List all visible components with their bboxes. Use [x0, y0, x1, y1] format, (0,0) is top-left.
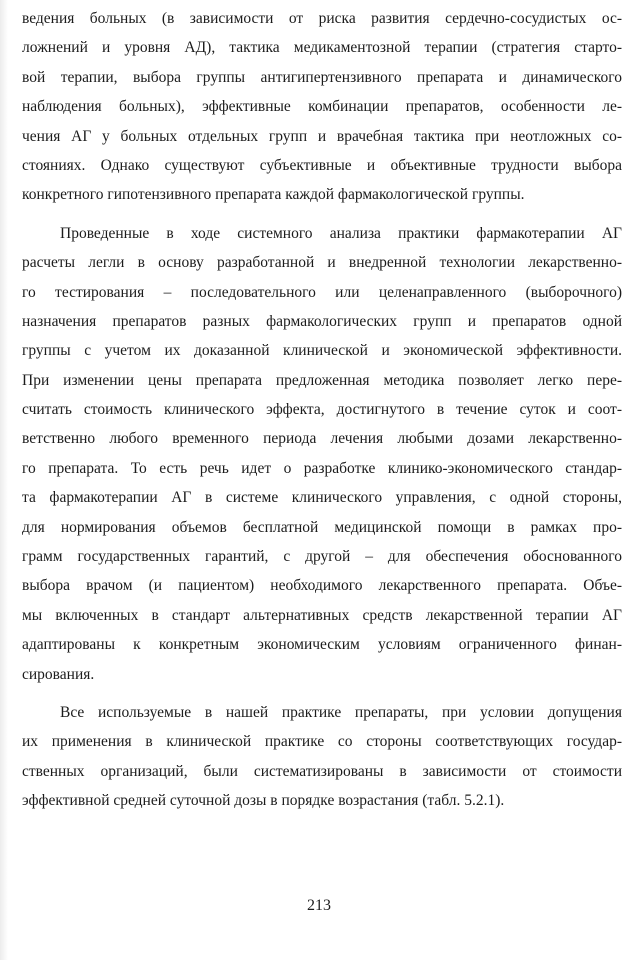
paragraph-1 [22, 4, 622, 210]
text-line: вой терапии, выбора группы антигипертензивного препарата и динамического [22, 68, 622, 86]
text-line: чения АГ у больных отдельных групп и врачебная тактика при неотложных со- [22, 127, 622, 145]
text-line: Проведенные в ходе системного анализа практики фармакотерапии АГ [60, 224, 622, 242]
text-line: го препарата. То есть речь идет о разработке клинико-экономического стандар- [22, 459, 622, 477]
paragraph-3 [22, 698, 622, 816]
text-line: назначения препаратов разных фармакологических групп и препаратов одной [22, 312, 622, 330]
scan-edge-shadow [0, 0, 8, 960]
text-line: для нормирования объемов бесплатной медицинской помощи в рамках про- [22, 518, 622, 536]
text-line: го тестирования – последовательного или целенаправленного (выборочного) [22, 283, 622, 301]
text-line: их применения в клинической практике со стороны соответствующих государ- [22, 733, 622, 751]
text-line: сирования. [22, 665, 95, 683]
text-line: ветственно любого временного периода лечения любыми дозами лекарственно- [22, 430, 622, 448]
text-line: При изменении цены препарата предложенная методика позволяет легко пере- [22, 371, 622, 389]
text-line: считать стоимость клинического эффекта, достигнутого в течение суток и соот- [22, 401, 622, 419]
text-line: грамм государственных гарантий, с другой – для обеспечения обоснованного [22, 548, 622, 566]
text-line: адаптированы к конкретным экономическим условиям ограниченного финан- [22, 636, 622, 654]
page-number: 213 [307, 897, 331, 914]
text-line: наблюдения больных), эффективные комбинации препаратов, особенности ле- [22, 98, 622, 116]
body-text [22, 4, 622, 816]
text-line: ложнений и уровня АД), тактика медикаментозной терапии (стратегия старто- [22, 39, 622, 57]
text-line: стояниях. Однако существуют субъективные и объективные трудности выбора [22, 156, 622, 174]
text-line: эффективной средней суточной дозы в порядке возрастания (табл. 5.2.1). [22, 792, 505, 810]
text-line: ственных организаций, были систематизированы в зависимости от стоимости [22, 762, 622, 780]
text-line: расчеты легли в основу разработанной и внедренной технологии лекарственно- [22, 254, 622, 272]
text-line: выбора врачом (и пациентом) необходимого лекарственного препарата. Объе- [22, 577, 622, 595]
text-line: группы с учетом их доказанной клинической и экономической эффективности. [22, 342, 622, 360]
paragraph-2 [22, 219, 622, 689]
text-line: та фармакотерапии АГ в системе клинического управления, с одной стороны, [22, 489, 622, 507]
text-line: Все используемые в нашей практике препараты, при условии допущения [60, 703, 622, 721]
text-line: мы включенных в стандарт альтернативных средств лекарственной терапии АГ [22, 606, 622, 624]
text-line: конкретного гипотензивного препарата каждой фармакологической группы. [22, 186, 525, 204]
text-line: ведения больных (в зависимости от риска развития сердечно-сосудистых ос- [22, 10, 622, 27]
